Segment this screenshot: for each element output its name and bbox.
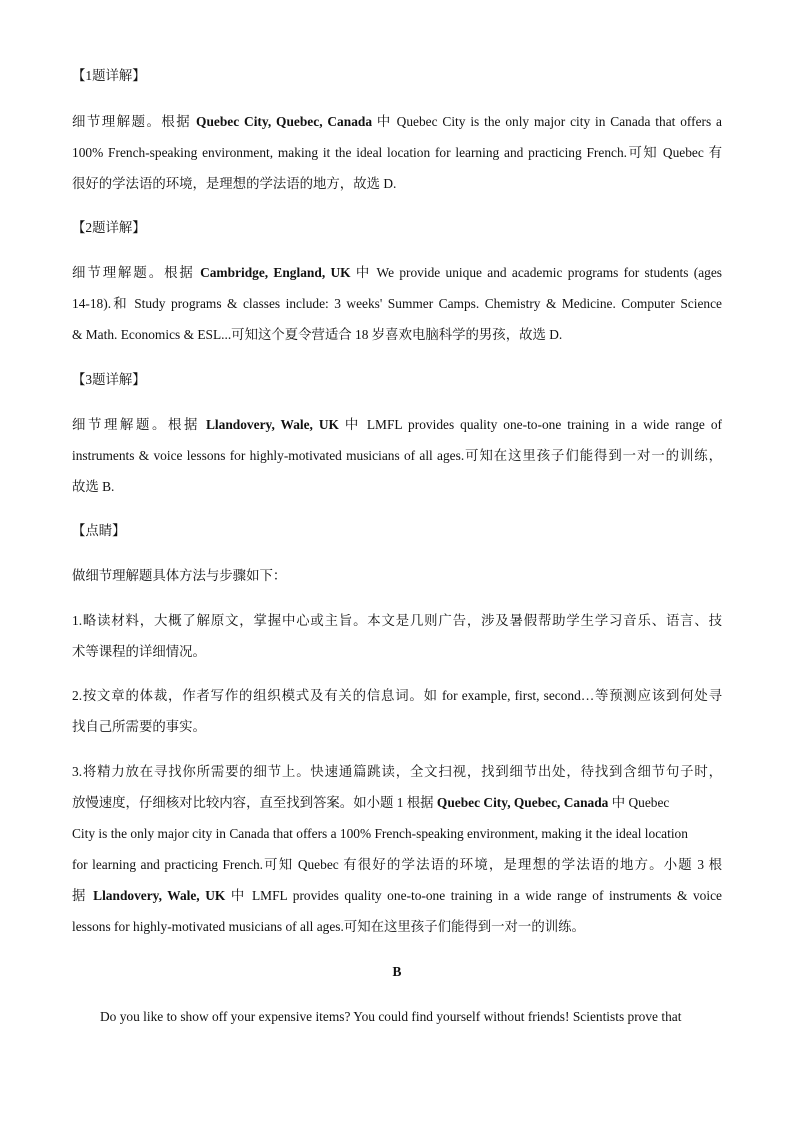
step3-line-2: 放慢速度，仔细核对比较内容，直至找到答案。如小题 1 根据 Quebec City, Quebec, Canada 中 Quebec: [72, 795, 670, 810]
step2-line-1: 2.按文章的体裁，作者写作的组织模式及有关的信息词。如 for example, first, second…等预测应该到何处寻: [72, 688, 722, 703]
step3-line-1: 3.将精力放在寻找你所需要的细节上。快速通篇跳读，全文扫视，找到细节出处，待找到含细节句子时，: [72, 764, 722, 779]
q1-line-1: 细节理解题。根据 Quebec City, Quebec, Canada 中 Quebec City is the only major city in Canada that offers a: [72, 114, 722, 129]
q3-line-3: 故选 B.: [72, 479, 115, 494]
q2-location: Cambridge, England, UK: [200, 265, 351, 280]
q1-heading: 【1题详解】: [72, 68, 146, 83]
step3-line-6: lessons for highly-motivated musicians of all ages.可知在这里孩子们能得到一对一的训练。: [72, 919, 585, 934]
tip-intro: 做细节理解题具体方法与步骤如下：: [72, 568, 287, 583]
q3-location: Llandovery, Wale, UK: [206, 417, 339, 432]
step3-location-1: Quebec City, Quebec, Canada: [436, 795, 609, 810]
q1-location: Quebec City, Quebec, Canada: [196, 114, 373, 129]
q3-line-1: 细节理解题。根据 Llandovery, Wale, UK 中 LMFL provides quality one-to-one training in a wide range of: [72, 417, 722, 432]
step1-line-2: 术等课程的详细情况。: [72, 644, 206, 659]
q2-line-3: & Math. Economics & ESL...可知这个夏令营适合 18 岁喜欢电脑科学的男孩，故选 D.: [72, 327, 563, 342]
passage-b-title: B: [392, 964, 402, 979]
step1-line-1: 1.略读材料，大概了解原文，掌握中心或主旨。本文是几则广告，涉及暑假帮助学生学习音乐、语言、技: [72, 613, 722, 628]
step3-line-4: for learning and practicing French.可知 Quebec 有很好的学法语的环境，是理想的学法语的地方。小题 3 根: [72, 857, 722, 872]
tip-heading: 【点睛】: [72, 523, 126, 538]
step3-line-3: City is the only major city in Canada that offers a 100% French-speaking environment, making it the ideal location: [72, 826, 688, 841]
passage-b-first-line: Do you like to show off your expensive items? You could find yourself without friends! Scientists prove that: [100, 1009, 682, 1024]
step2-line-2: 找自己所需要的事实。: [72, 719, 206, 734]
q1-line-3: 很好的学法语的环境，是理想的学法语的地方，故选 D.: [72, 176, 397, 191]
q2-heading: 【2题详解】: [72, 220, 146, 235]
q2-line-2: 14-18).和 Study programs & classes include: 3 weeks' Summer Camps. Chemistry & Medicine. Computer Science: [72, 296, 722, 311]
step3-line-5: 据 Llandovery, Wale, UK 中 LMFL provides quality one-to-one training in a wide range of instruments & voice: [72, 888, 722, 903]
q2-line-1: 细节理解题。根据 Cambridge, England, UK 中 We provide unique and academic programs for students (ages: [72, 265, 722, 280]
q3-heading: 【3题详解】: [72, 372, 146, 387]
q1-line-2: 100% French-speaking environment, making it the ideal location for learning and practicing French.可知 Quebec 有: [72, 145, 722, 160]
step3-location-2: Llandovery, Wale, UK: [93, 888, 226, 903]
q3-line-2: instruments & voice lessons for highly-motivated musicians of all ages.可知在这里孩子们能得到一对一的训练，: [72, 448, 722, 463]
